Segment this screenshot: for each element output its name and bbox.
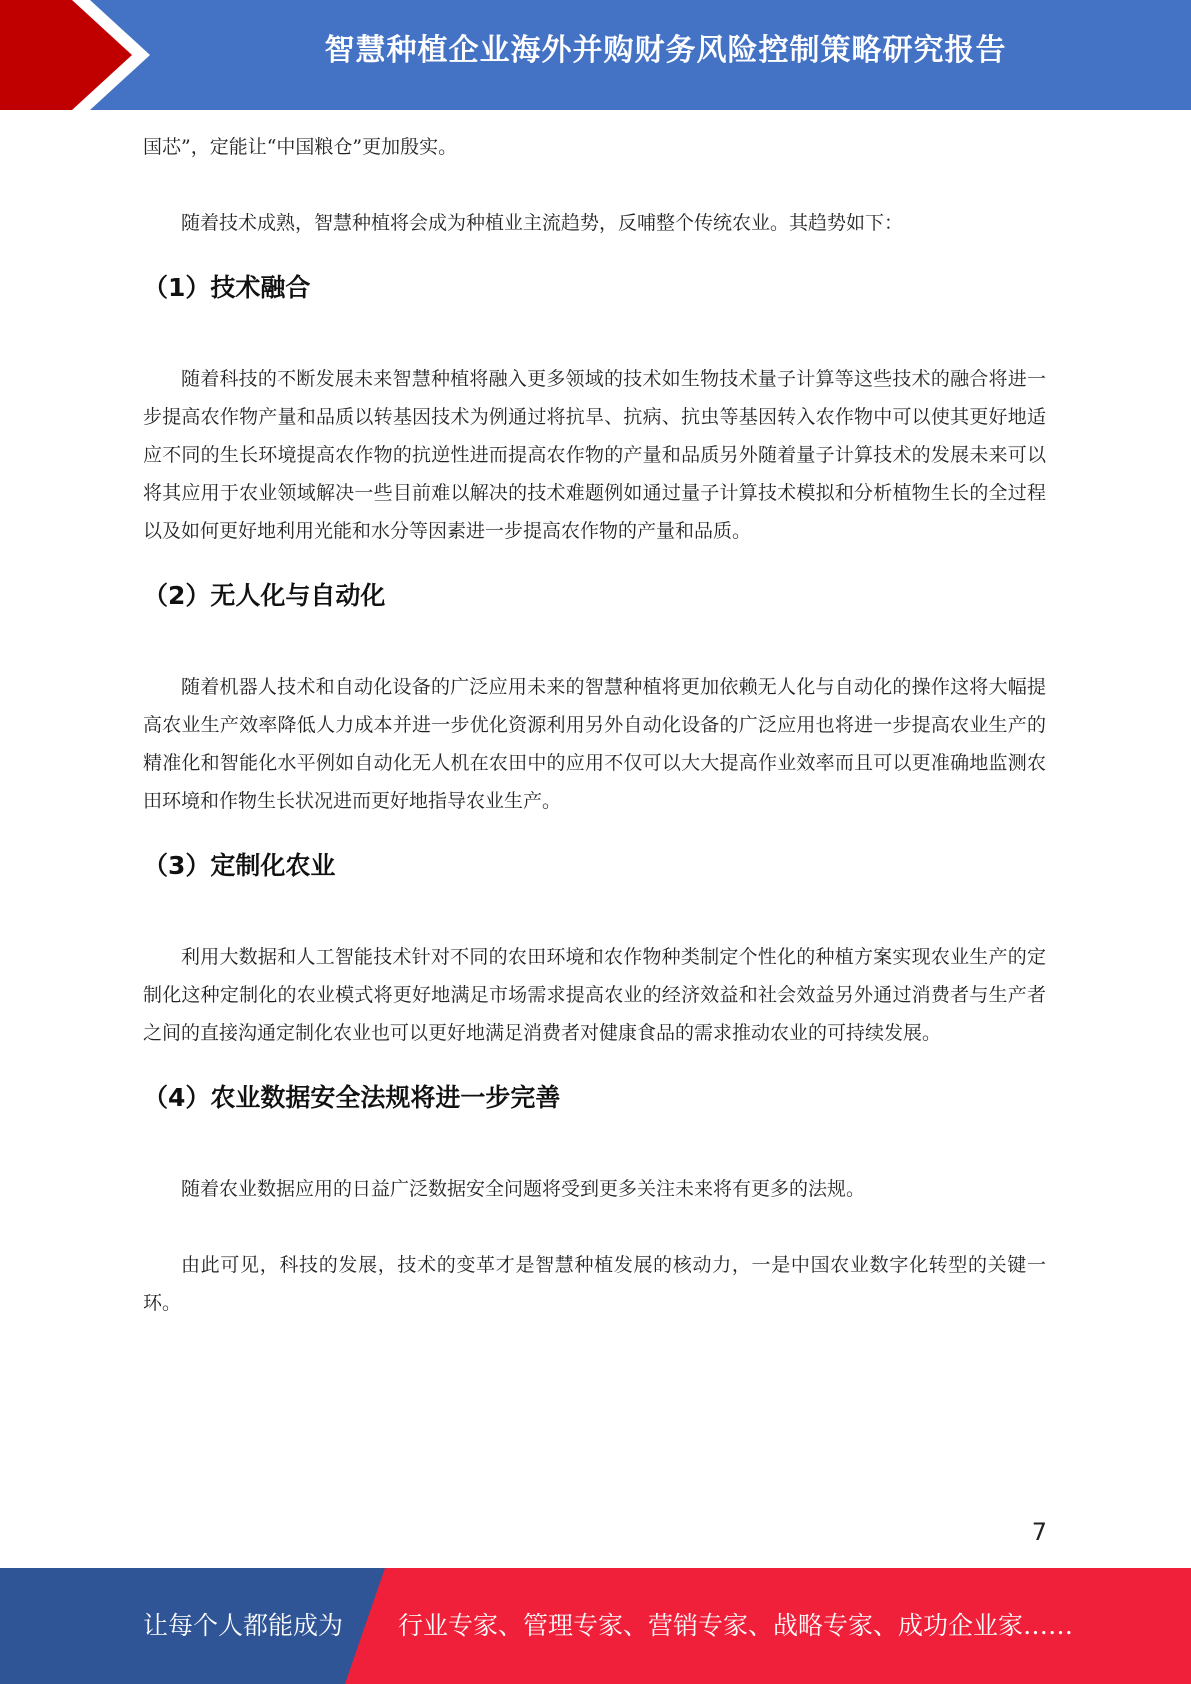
paragraph-customized-agriculture: 利用大数据和人工智能技术针对不同的农田环境和农作物种类制定个性化的种植方案实现农业生产的定制化这种定制化的农业模式将更好地满足市场需求提高农业的经济效益和社会效益另外通过消费者与生产者之间的直接沟通定制化农业也可以更好地满足消费者对健康食品的需求推动农业的可持续发展。 xyxy=(143,946,1046,1044)
page-number: 7 xyxy=(1031,1518,1047,1546)
paragraph-trend-intro: 随着技术成熟，智慧种植将会成为种植业主流趋势，反哺整个传统农业。其趋势如下： xyxy=(181,212,904,234)
paragraph-conclusion: 由此可见，科技的发展，技术的变革才是智慧种植发展的核动力，一是中国农业数字化转型的关键一环。 xyxy=(143,1254,1046,1314)
section-heading-2: （2）无人化与自动化 xyxy=(143,581,386,610)
report-title: 智慧种植企业海外并购财务风险控制策略研究报告 xyxy=(324,33,1007,68)
section-heading-1: （1）技术融合 xyxy=(143,273,311,302)
paragraph-automation: 随着机器人技术和自动化设备的广泛应用未来的智慧种植将更加依赖无人化与自动化的操作这将大幅提高农业生产效率降低人力成本并进一步优化资源利用另外自动化设备的广泛应用也将进一步提高农业生产的精准化和智能化水平例如自动化无人机在农田中的应用不仅可以大大提高作业效率而且可以更准确地监测农田环境和作物生长状况进而更好地指导农业生产。 xyxy=(143,676,1046,812)
footer-banner xyxy=(0,1568,1191,1684)
header-banner xyxy=(0,0,1191,110)
paragraph-intro-tail: 国芯”，定能让“中国粮仓”更加殷实。 xyxy=(143,136,458,158)
section-heading-3: （3）定制化农业 xyxy=(143,851,336,880)
section-heading-4: （4）农业数据安全法规将进一步完善 xyxy=(143,1083,561,1112)
paragraph-data-security: 随着农业数据应用的日益广泛数据安全问题将受到更多关注未来将有更多的法规。 xyxy=(181,1178,866,1200)
footer-slogan-left: 让每个人都能成为 xyxy=(143,1611,344,1640)
paragraph-technology-fusion: 随着科技的不断发展未来智慧种植将融入更多领域的技术如生物技术量子计算等这些技术的融合将进一步提高农作物产量和品质以转基因技术为例通过将抗旱、抗病、抗虫等基因转入农作物中可以使其更好地适应不同的生长环境提高农作物的抗逆性进而提高农作物的产量和品质另外随着量子计算技术的发展未来可以将其应用于农业领域解决一些目前难以解决的技术难题例如通过量子计算技术模拟和分析植物生长的全过程以及如何更好地利用光能和水分等因素进一步提高农作物的产量和品质。 xyxy=(143,368,1046,542)
footer-slogan-right: 行业专家、管理专家、营销专家、战略专家、成功企业家…… xyxy=(398,1611,1074,1640)
document-body xyxy=(143,128,1046,1322)
